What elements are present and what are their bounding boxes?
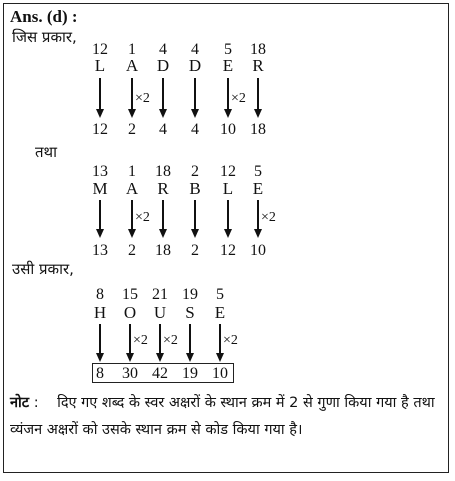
multiplier-label: ×2 [231,91,246,106]
position-number: 4 [191,41,199,58]
note-separator: : [33,395,39,411]
code-number: 2 [128,242,136,259]
word-letter: B [189,179,201,198]
multiplier-label: ×2 [163,333,178,348]
code-number: 42 [152,365,168,382]
code-number: 4 [191,121,199,138]
multiplier-label: ×2 [135,210,150,225]
code-number: 4 [159,121,167,138]
note-text: दिए गए शब्द के स्वर अक्षरों के स्थान क्रम में 2 से गुणा किया गया है तथा व्यंजन अक्षरों को उसके स्थान क्रम से कोड किया गया है। [10,395,435,438]
position-number: 12 [220,163,236,180]
and-label: तथा [35,143,58,161]
word-letter: H [93,303,107,322]
code-number: 10 [250,242,266,259]
word-letter: U [153,303,167,322]
multiplier-label: ×2 [135,91,150,106]
answer-result-box [92,363,234,383]
note-block [10,390,438,444]
word-letter: R [157,179,169,198]
note-label: नोट [10,395,30,411]
position-number: 1 [128,163,136,180]
position-number: 18 [155,163,171,180]
position-number: 21 [152,286,168,303]
word-letter: S [185,303,195,322]
code-number: 8 [96,365,104,382]
position-number: 13 [92,163,108,180]
position-number: 4 [159,41,167,58]
multiplier-label: ×2 [223,333,238,348]
code-number: 10 [212,365,228,382]
code-number: 30 [122,365,138,382]
word-letter: D [188,56,202,75]
code-number: 2 [191,242,199,259]
position-number: 5 [254,163,262,180]
answer-heading: Ans. (d) : [10,7,78,26]
same-way-label: उसी प्रकार, [12,260,74,278]
intro-label: जिस प्रकार, [12,28,77,46]
code-number: 12 [220,242,236,259]
code-number: 2 [128,121,136,138]
position-number: 2 [191,163,199,180]
multiplier-label: ×2 [261,210,276,225]
code-number: 18 [155,242,171,259]
word-letter: L [222,179,234,198]
word-letter: E [252,179,264,198]
multiplier-label: ×2 [133,333,148,348]
word-letter: L [94,56,106,75]
code-number: 18 [250,121,266,138]
position-number: 12 [92,41,108,58]
code-number: 10 [220,121,236,138]
word-letter: E [214,303,226,322]
position-number: 15 [122,286,138,303]
position-number: 5 [224,41,232,58]
code-number: 13 [92,242,108,259]
word-letter: D [156,56,170,75]
position-number: 8 [96,286,104,303]
word-letter: M [92,179,108,198]
position-number: 18 [250,41,266,58]
code-number: 19 [182,365,198,382]
position-number: 5 [216,286,224,303]
word-letter: A [125,179,139,198]
word-letter: E [222,56,234,75]
word-letter: R [252,56,264,75]
position-number: 1 [128,41,136,58]
code-number: 12 [92,121,108,138]
word-letter: A [125,56,139,75]
word-letter: O [123,303,137,322]
position-number: 19 [182,286,198,303]
